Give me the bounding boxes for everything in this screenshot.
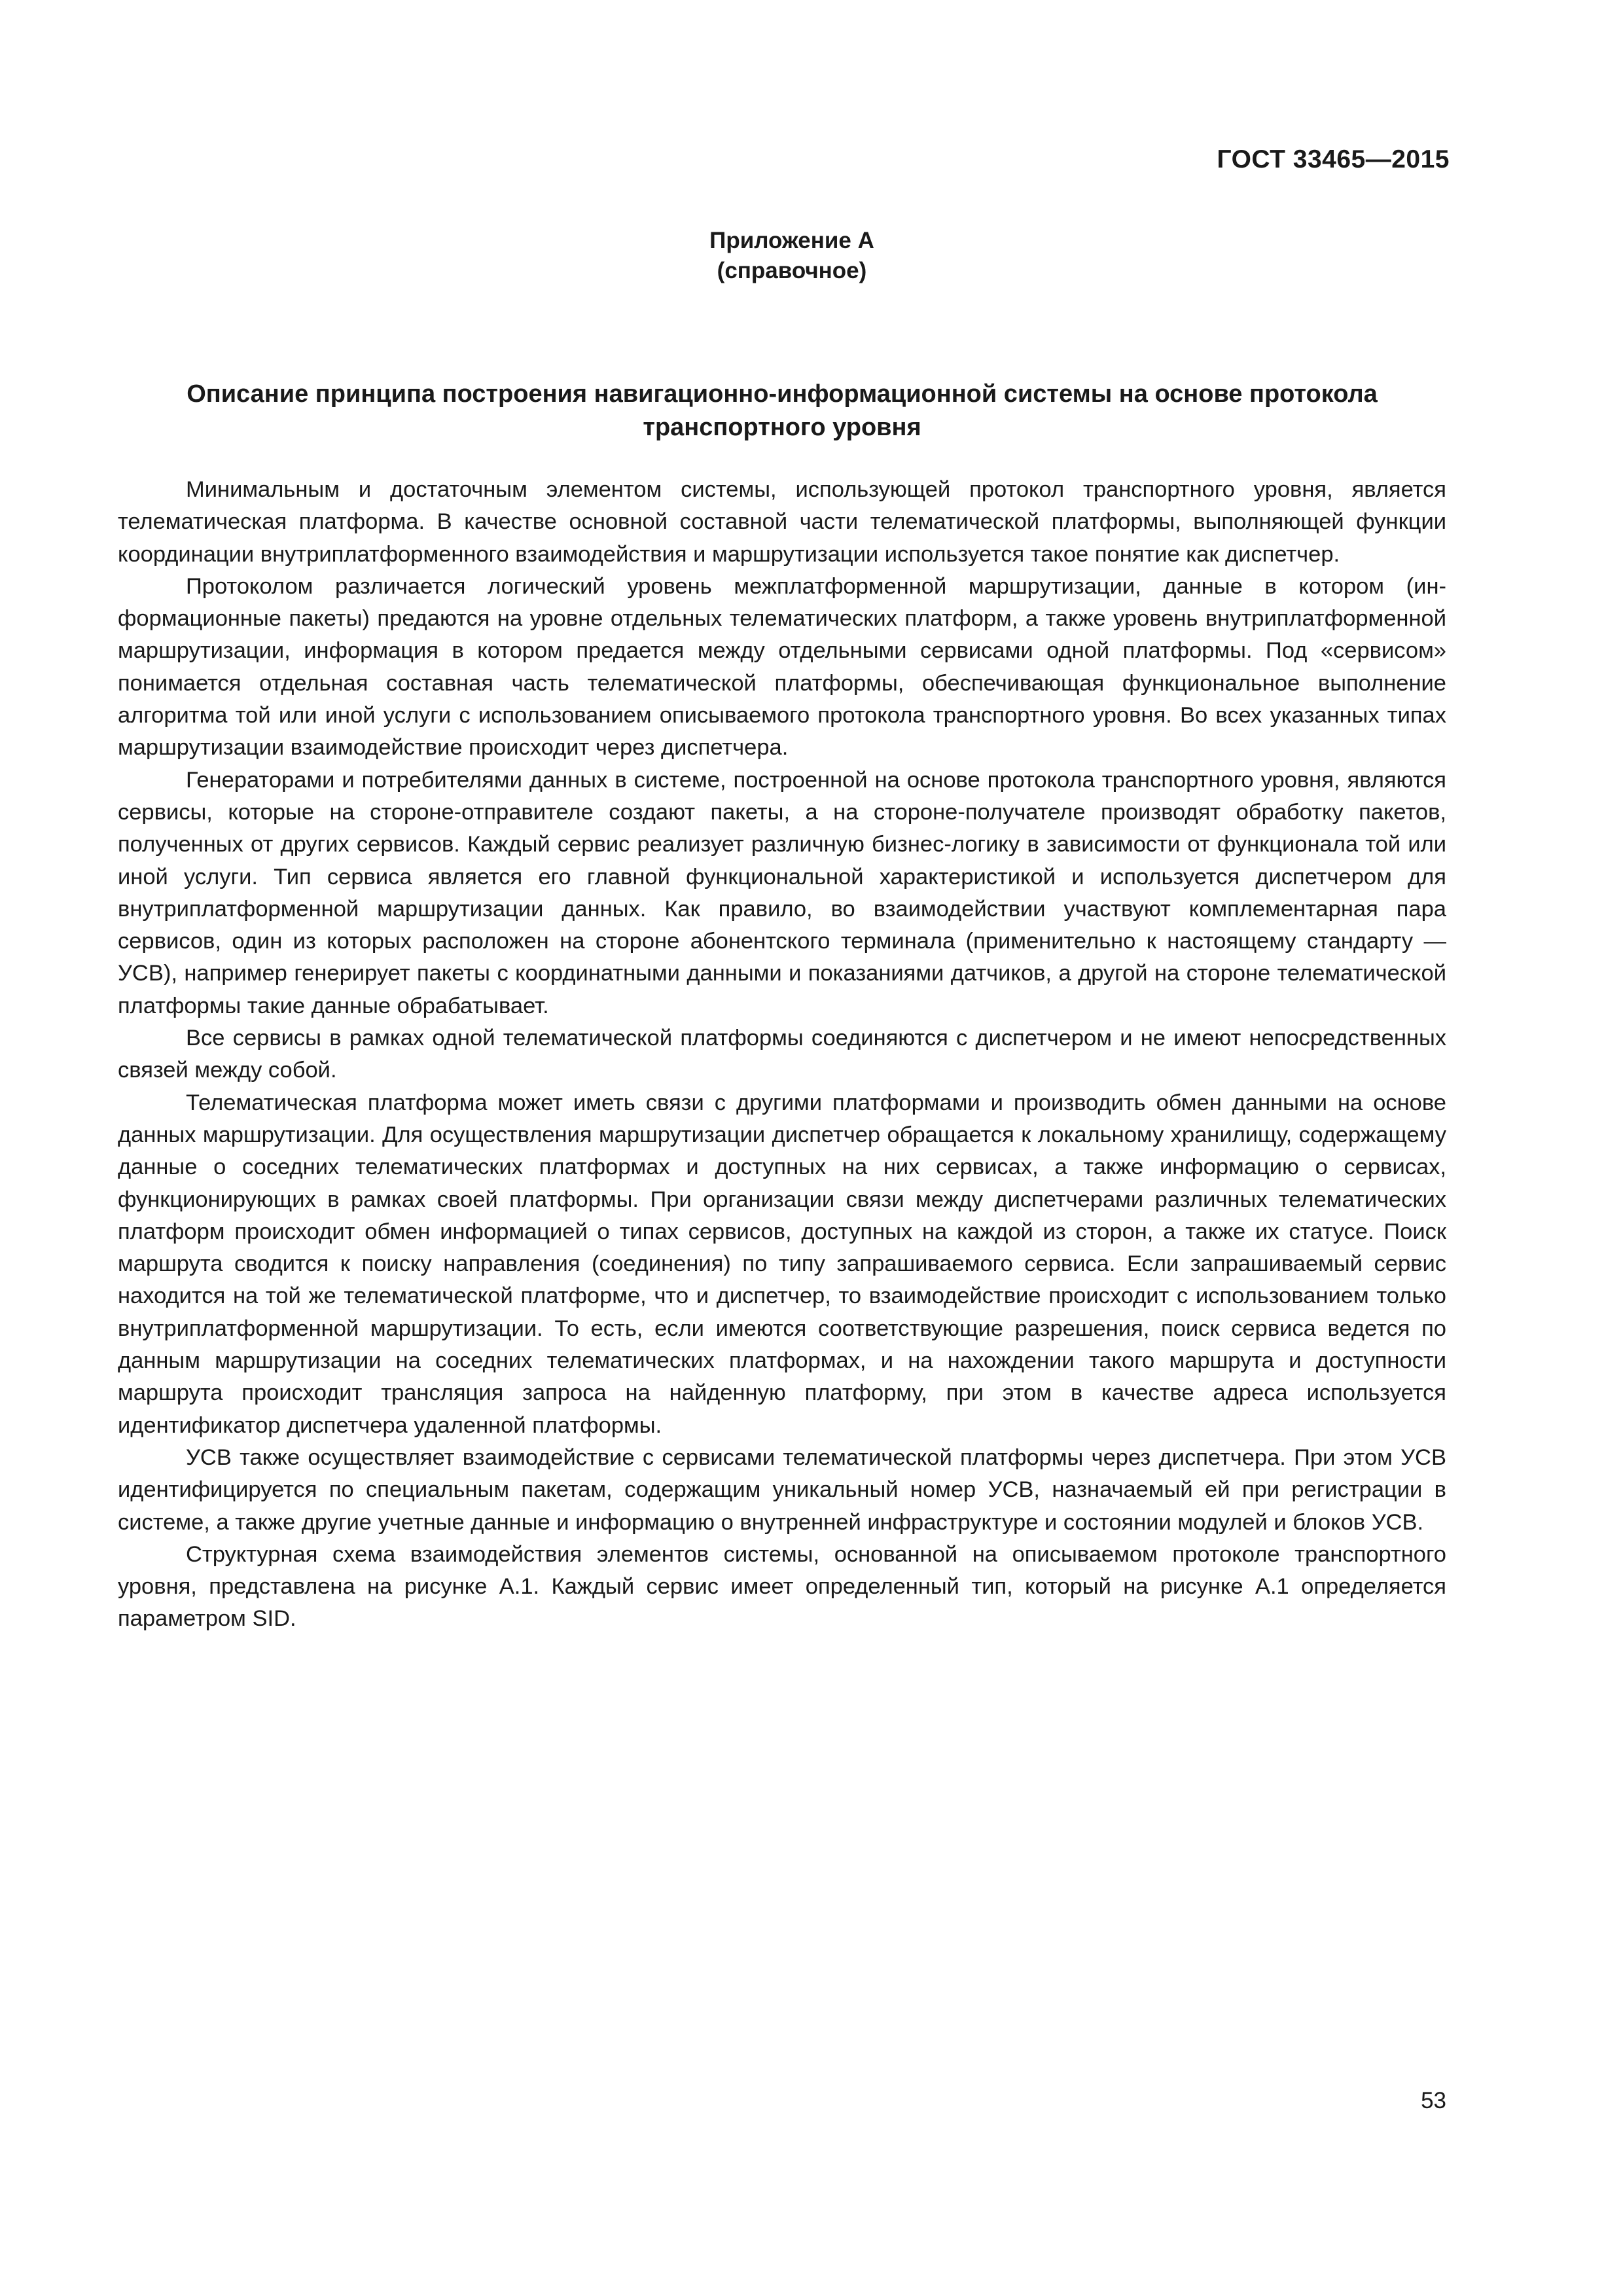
page-number: 53 <box>1421 2088 1446 2113</box>
document-code: ГОСТ 33465—2015 <box>1217 145 1450 173</box>
paragraph: Минимальным и достаточным элементом системы, использующей протокол транспортного уровня, является телематическая платформа. В качестве основной составной части телематической платформы, выполняющей функции координации внутриплатформенного взаимодействия и маршрутизации используется такое понятие как диспетчер. <box>118 477 1446 567</box>
paragraph: Генераторами и потребителями данных в системе, построенной на основе протокола транспортного уровня, являются сервисы, которые на стороне-отправителе создают пакеты, а на стороне-получателе производят обработку пакетов, полученных от других сервисов. Каждый сервис реализует различную бизнес-логику в зависимости от функционала той или иной услуги. Тип сервиса является его главной функциональной характеристикой и используется диспетчером для внутриплатформенной маршрутизации данных. Как правило, во взаимодействии участвуют комплементарная пара сервисов, один из которых расположен на стороне абонентского терминала (применительно к настоящему стандарту — УСВ), например генерирует пакеты с координатными данными и показаниями датчиков, а другой на стороне телематической платформы такие данные обрабатывает. <box>118 767 1446 1018</box>
body-text <box>118 474 1446 1636</box>
section-title <box>118 378 1446 444</box>
appendix-kind: (справочное) <box>717 258 867 283</box>
paragraph: Структурная схема взаимодействия элементов системы, основанной на описываемом протоколе транспортного уровня, представлена на рисунке А.1. Каждый сервис имеет определенный тип, который на рисунке А.1 определяется параметром SID. <box>118 1541 1446 1632</box>
section-title-line-2: транспортного уровня <box>643 414 921 441</box>
paragraph: УСВ также осуществляет взаимодействие с сервисами телематической платформы через диспетчера. При этом УСВ идентифицируется по специальным пакетам, содержащим уникальный номер УСВ, назначаемый ей при регистрации в системе, а также другие учетные данные и информацию о внутренней инфраструктуре и состоянии модулей и блоков УСВ. <box>118 1444 1446 1535</box>
paragraph: Все сервисы в рамках одной телематической платформы соединяются с диспетчером и не имеют непосредственных связей между собой. <box>118 1026 1446 1083</box>
paragraph: Протоколом различается логический уровень межплатформенной маршрутизации, данные в котором (информационные пакеты) предаются на уровне отдельных телематических платформ, а также уровень внутриплатформенной маршрутизации, информация в котором предается между отдельными сервисами одной платформы. Под «сервисом» понимается отдельная составная часть телематической платформы, обеспечивающая функциональное выполнение алгоритма той или иной услуги с использованием описываемого протокола транспортного уровня. Во всех указанных типах маршрутизации взаимодействие происходит через диспетчера. <box>118 573 1446 761</box>
section-title-line-1: Описание принципа построения навигационно-информационной системы на основе протокола <box>187 380 1378 408</box>
appendix-title: Приложение А <box>709 228 874 253</box>
appendix-heading <box>0 226 1584 286</box>
paragraph: Телематическая платформа может иметь связи с другими платформами и производить обмен данными на основе данных маршрутизации. Для осуществления маршрутизации диспетчер обращается к локальному хранилищу, содержащему данные о соседних телематических платформах и доступных на них сервисах, а также информацию о сервисах, функционирующих в рамках своей платформы. При организации связи между диспетчерами различных телематических платформ происходит обмен информацией о типах сервисов, доступных на каждой из сторон, а также их статусе. Поиск маршрута сводится к поиску направления (соединения) по типу запрашиваемого сервиса. Если запрашиваемый сервис находится на той же телематической платформе, что и диспетчер, то взаимодействие происходит с использованием только внутриплатформенной маршрутизации. То есть, если имеются соответствующие разрешения, поиск сервиса ведется по данным маршрутизации на соседних телематических платформах, и на нахождении такого маршрута и доступности маршрута происходит трансляция запроса на найденную платформу, при этом в качестве адреса используется идентификатор диспетчера удаленной платформы. <box>118 1090 1446 1438</box>
